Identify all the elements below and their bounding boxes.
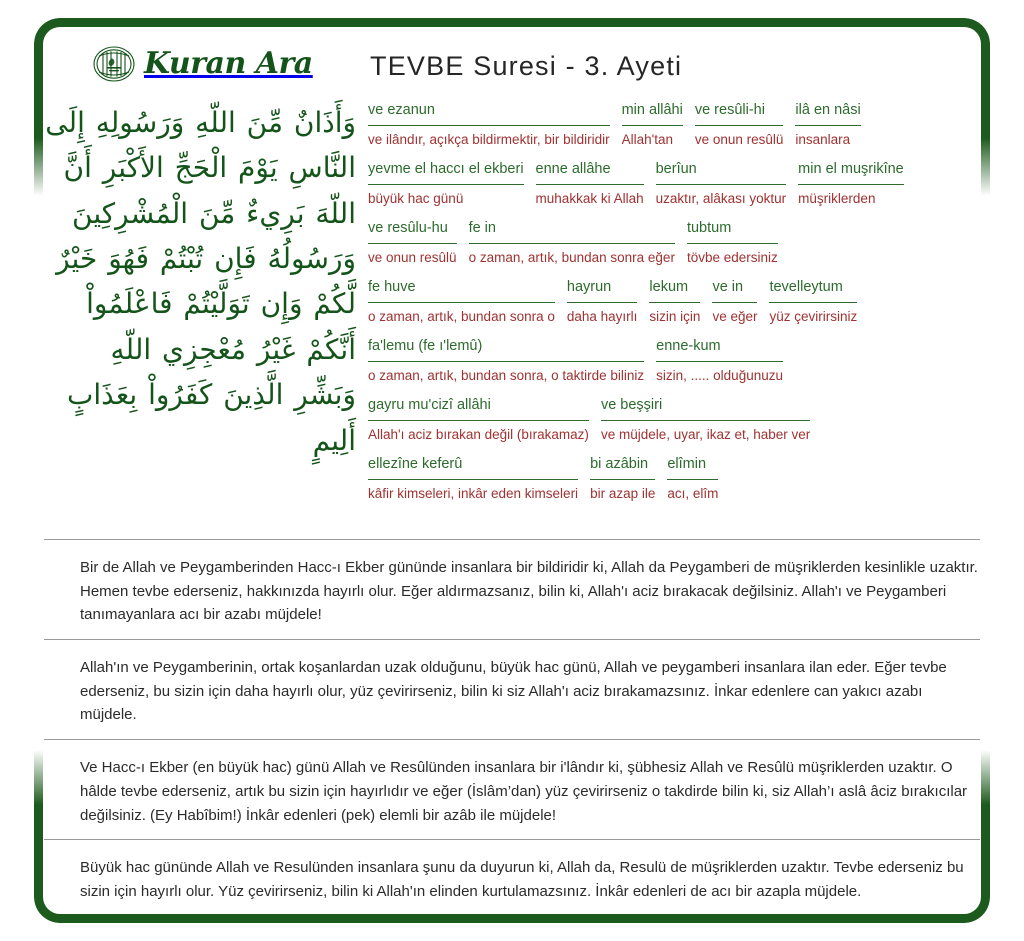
word-meaning: yüz çevirirsiniz (769, 308, 858, 324)
word-meaning: tövbe edersiniz (686, 249, 778, 265)
word-transliteration: fa'lemu (fe ı'lemû) (368, 336, 644, 362)
word-transliteration: bi azâbin (590, 454, 655, 480)
word-cell[interactable] (567, 277, 638, 327)
word-cell[interactable] (798, 159, 904, 209)
word-meaning: müşriklerden (798, 190, 876, 206)
word-transliteration: ve beşşiri (601, 395, 810, 421)
translation-text: Ve Hacc-ı Ekber (en büyük hac) günü Allah ve Resûlünden insanlara bir i'lândır ki, şübhesiz Allah ve Resûlü müşriklerden uzaktır. O hâlde tevbe ederseniz, artık bu sizin için hayırlıdır ve eğer (İslâm’dan) yüz çevirirseniz o takdirde bilin ki, siz Allah’ı aslâ âciz bırakıcılar değilsiniz. (Ey Habîbim!) İnkâr edenleri (pek) elemli bir azâb ile müjdele! (80, 759, 968, 824)
word-meaning: ve onun resûlü (368, 249, 457, 265)
word-cell[interactable] (695, 100, 784, 150)
word-meaning: uzaktır, alâkası yoktur (655, 190, 787, 206)
word-meaning: sizin için (649, 308, 701, 324)
translation-text: Bir de Allah ve Peygamberinden Hacc-ı Ekber gününde insanlara bir bildiridir ki, Allah da Peygamberi de müşriklerden kesinlikle uzaktır. Hemen tevbe ederseniz, hakkınızda hayırlı olur. Eğer aldırmazsanız, bilin ki, Allah'ı aciz bırakacak değilsiniz. Allah'ı ve Peygamberi tanımayanlara acı bir azabı müjdele! (80, 559, 978, 624)
word-cell[interactable] (667, 454, 718, 504)
word-meaning: o zaman, artık, bundan sonra, o taktirde biliniz (368, 367, 645, 383)
word-meaning: bir azap ile (590, 485, 656, 501)
word-transliteration: ilâ en nâsi (795, 100, 860, 126)
word-meaning: ve eğer (712, 308, 758, 324)
word-transliteration: ve resûli-hi (695, 100, 784, 126)
word-transliteration: ve resûlu-hu (368, 218, 457, 244)
word-cell[interactable] (590, 454, 655, 504)
word-transliteration: enne-kum (656, 336, 783, 362)
word-meaning: daha hayırlı (566, 308, 638, 324)
word-transliteration: enne allâhe (536, 159, 644, 185)
translation-block (44, 839, 980, 915)
word-transliteration: ellezîne keferû (368, 454, 578, 480)
word-meaning: kâfir kimseleri, inkâr eden kimseleri (368, 485, 579, 501)
translation-block (44, 639, 980, 739)
verse-body (44, 94, 980, 513)
word-meaning: o zaman, artık, bundan sonra eğer (468, 249, 675, 265)
word-cell[interactable] (795, 100, 860, 150)
word-meaning: büyük hac günü (368, 190, 464, 206)
word-cell[interactable] (469, 218, 675, 268)
word-transliteration: tubtum (687, 218, 778, 244)
word-cell[interactable] (368, 454, 578, 504)
translation-block (44, 539, 980, 639)
word-transliteration: lekum (649, 277, 700, 303)
word-transliteration: tevelleytum (769, 277, 857, 303)
site-logo[interactable] (44, 30, 364, 88)
word-row (368, 454, 980, 504)
word-cell[interactable] (368, 336, 644, 386)
word-row (368, 100, 980, 150)
word-cell[interactable] (368, 277, 555, 327)
word-cell[interactable] (656, 336, 783, 386)
word-cell[interactable] (712, 277, 757, 327)
translation-text: Büyük hac gününde Allah ve Resulünden insanlara şunu da duyurun ki, Allah da, Resulü de müşriklerden uzaktır. Tevbe ederseniz bu sizin için hayırlı olur. Yüz çevirirseniz, bilin ki Allah'ın elinden kurtulamazsınız. İnkâr edenleri de acı bir azapla müjdele. (80, 859, 964, 900)
word-meaning: ve onun resûlü (694, 131, 784, 147)
word-row (368, 336, 980, 386)
word-meaning: Allah'tan (621, 131, 673, 147)
word-cell[interactable] (368, 395, 589, 445)
word-cell[interactable] (769, 277, 857, 327)
word-cell[interactable] (687, 218, 778, 268)
arabic-verse-text: وَأَذَانٌ مِّنَ اللّهِ وَرَسُولِهِ إِلَى النَّاسِ يَوْمَ الْحَجِّ الأَكْبَرِ أَنَّ اللّهَ بَرِيءٌ مِّنَ الْمُشْرِكِينَ وَرَسُولُهُ فَإِن تُبْتُمْ فَهُوَ خَيْرٌ لَّكُمْ وَإِن تَوَلَّيْتُمْ فَاعْلَمُواْ أَنَّكُمْ غَيْرُ مُعْجِزِي اللّهِ وَبَشِّرِ الَّذِينَ كَفَرُواْ بِعَذَابٍ أَلِيمٍ (45, 106, 356, 457)
word-transliteration: berîun (656, 159, 787, 185)
word-transliteration: elîmin (667, 454, 718, 480)
word-transliteration: gayru mu'cizî allâhi (368, 395, 589, 421)
arabic-verse-column (44, 94, 364, 463)
page-title: TEVBE Suresi - 3. Ayeti (370, 51, 683, 81)
word-cell[interactable] (368, 100, 610, 150)
quran-emblem-icon (90, 40, 138, 88)
translation-text: Allah'ın ve Peygamberinin, ortak koşanlardan uzak olduğunu, büyük hac günü, Allah ve peygamberi insanlara ilan eder. Eğer tevbe ederseniz, bu sizin için daha hayırlı olur, yüz çevirirseniz, bilin ki siz Allah'ı aciz bırakamazsınız. İnkar edenlere can yakıcı azabı müjdele. (80, 659, 947, 724)
word-transliteration: fe in (469, 218, 675, 244)
word-cell[interactable] (368, 218, 457, 268)
translation-block (44, 739, 980, 839)
word-transliteration: hayrun (567, 277, 638, 303)
word-cell[interactable] (601, 395, 810, 445)
word-meaning: sizin, ..... olduğunuzu (656, 367, 783, 383)
word-cell[interactable] (368, 159, 524, 209)
word-row (368, 395, 980, 445)
site-logo-text: Kuran Ara (144, 46, 313, 81)
word-meaning: insanlara (795, 131, 851, 147)
word-transliteration: yevme el haccı el ekberi (368, 159, 524, 185)
translations-list (44, 539, 980, 916)
word-cell[interactable] (622, 100, 683, 150)
word-meaning: muhakkak ki Allah (535, 190, 644, 206)
word-cell[interactable] (536, 159, 644, 209)
word-transliteration: fe huve (368, 277, 555, 303)
word-row (368, 218, 980, 268)
word-by-word-grid (364, 94, 980, 513)
page-header (44, 30, 980, 88)
word-meaning: ve müjdele, uyar, ikaz et, haber ver (600, 426, 811, 442)
word-meaning: o zaman, artık, bundan sonra o (368, 308, 555, 324)
word-transliteration: ve in (712, 277, 757, 303)
word-cell[interactable] (649, 277, 700, 327)
word-cell[interactable] (656, 159, 787, 209)
word-transliteration: min allâhi (622, 100, 683, 126)
word-meaning: Allah'ı aciz bırakan değil (bırakamaz) (368, 426, 589, 442)
word-meaning: ve ilândır, açıkça bildirmektir, bir bildiridir (368, 131, 610, 147)
word-meaning: acı, elîm (667, 485, 719, 501)
word-transliteration: ve ezanun (368, 100, 610, 126)
word-transliteration: min el muşrikîne (798, 159, 904, 185)
word-row (368, 277, 980, 327)
word-row (368, 159, 980, 209)
